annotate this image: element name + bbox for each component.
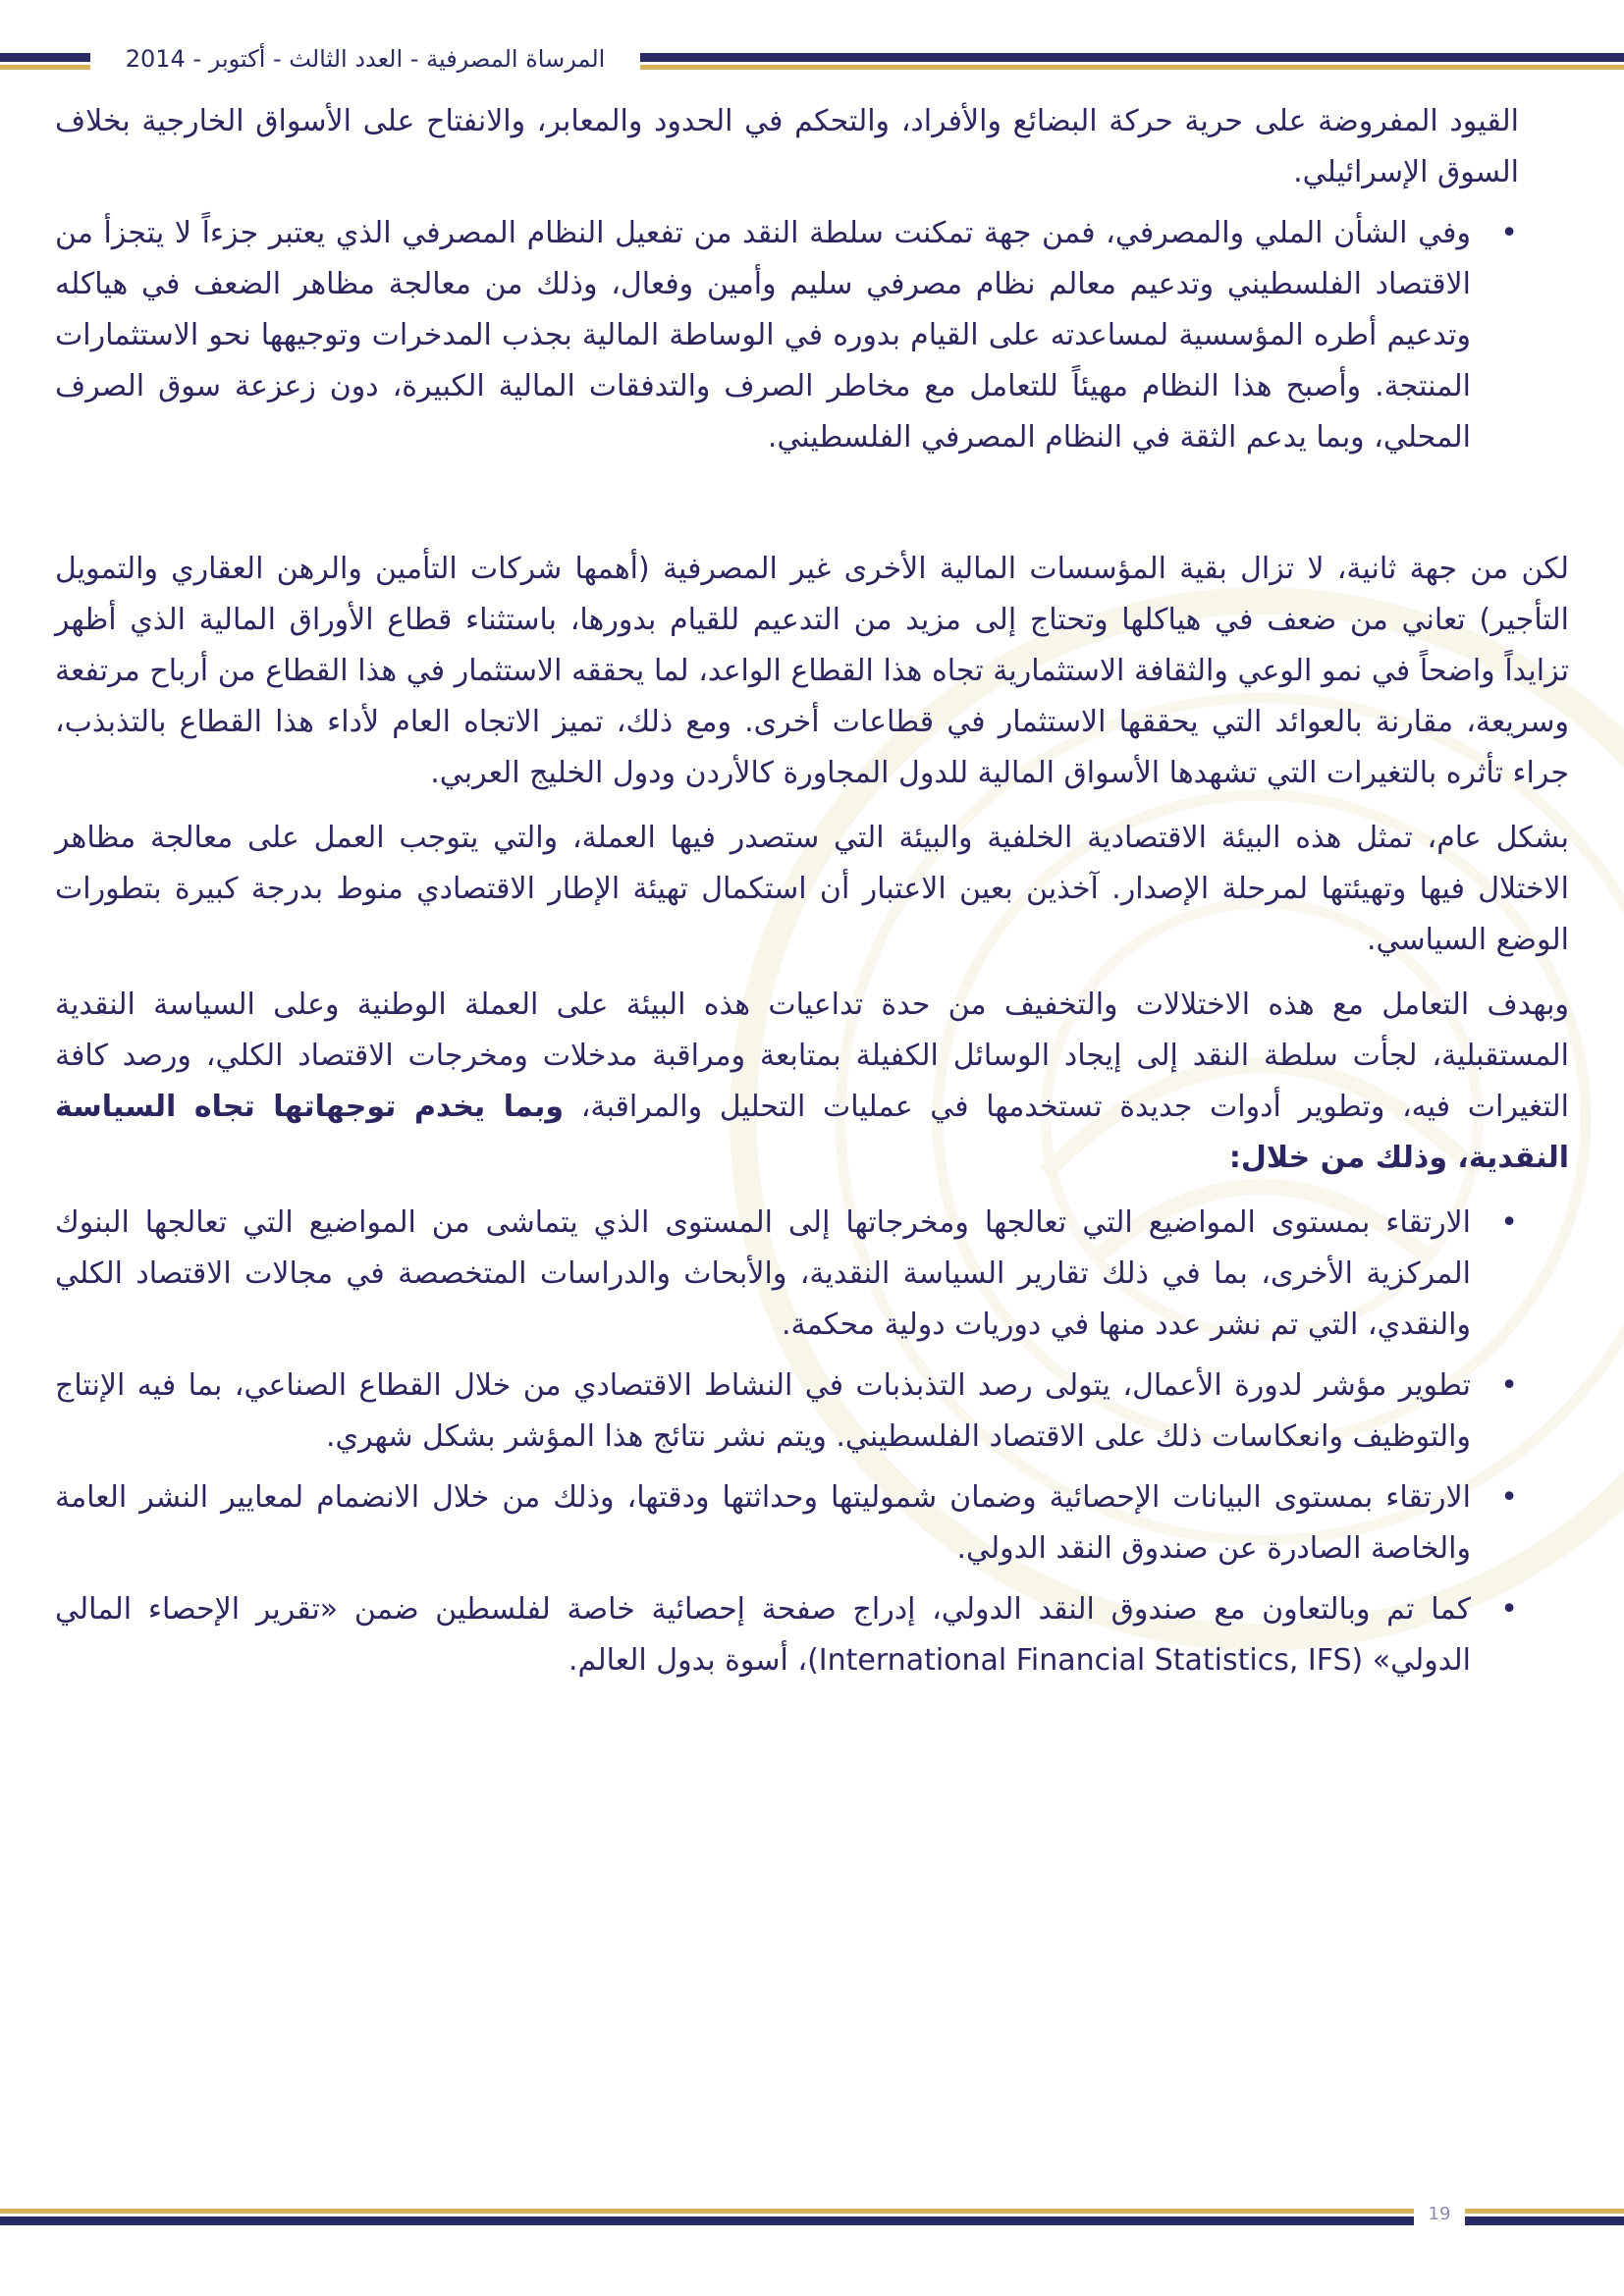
bullet-dot: •	[1500, 216, 1518, 250]
paragraph-nonbank-institutions: لكن من جهة ثانية، لا تزال بقية المؤسسات المالية الأخرى غير المصرفية (أهمها شركات التأمين والرهن العقاري والتمويل التأجير) تعاني من ضعف في هياكلها وتحتاج إلى مزيد من التدعيم للقيام بدورها، باستثناء قطاع الأوراق المالية الذي أظهر تزايداً واضحاً في نمو الوعي والثقافة الاستثمارية تجاه هذا القطاع الواعد، لما يحققه الاستثمار في هذا القطاع من أرباح مرتفعة وسريعة، مقارنة بالعوائد التي يحققها الاستثمار في قطاعات أخرى. ومع ذلك، تميز الاتجاه العام لأداء هذا القطاع بالتذبذب، جراء تأثره بالتغيرات التي تشهدها الأسواق المالية للدول المجاورة كالأردن ودول الخليج العربي.	[55, 552, 1569, 790]
paragraph-measures-bold: وبما يخدم توجهاتها تجاه السياسة النقدية، وذلك من خلال:	[55, 1090, 1569, 1175]
paragraph-measures-text: وبهدف التعامل مع هذه الاختلالات والتخفيف من حدة تداعيات هذه البيئة على العملة الوطنية وعلى السياسة النقدية المستقبلية، لجأت سلطة النقد إلى إيجاد الوسائل الكفيلة بمتابعة ومراقبة مدخلات ومخرجات الاقتصاد الكلي، ورصد كافة التغيرات فيه، وتطوير أدوات جديدة تستخدمها في عمليات التحليل والمراقبة،	[55, 988, 1569, 1124]
bullet-business-cycle-index	[55, 1361, 1518, 1463]
bullet-dot: •	[1500, 1592, 1518, 1627]
bullet-dot: •	[1500, 1480, 1518, 1515]
bullet-text: الارتقاء بمستوى البيانات الإحصائية وضمان شموليتها وحداثتها ودقتها، وذلك من خلال الانضمام لمعايير النشر العامة والخاصة الصادرة عن صندوق النقد الدولي.	[55, 1480, 1471, 1566]
bullet-text-part1: كما تم وبالتعاون مع صندوق النقد الدولي، إدراج صفحة إحصائية خاصة لفلسطين ضمن «تقرير الإحصاء المالي الدولي» (	[55, 1592, 1471, 1678]
bullet-research-level	[55, 1198, 1518, 1351]
footer-rule-gold	[0, 2209, 1624, 2214]
bullet-dot: •	[1500, 1205, 1518, 1240]
bullet-statistics-standards	[55, 1472, 1518, 1575]
running-title: المرساة المصرفية - العدد الثالث - أكتوبر - 2014	[90, 41, 640, 77]
paragraph-continuation: القيود المفروضة على حرية حركة البضائع والأفراد، والتحكم في الحدود والمعابر، والانفتاح على الأسواق الخارجية بخلاف السوق الإسرائيلي.	[55, 104, 1519, 189]
footer-rule-navy	[0, 2216, 1624, 2225]
bullet-text: الارتقاء بمستوى المواضيع التي تعالجها ومخرجاتها إلى المستوى الذي يتماشى من المواضيع التي تعالجها البنوك المركزية الأخرى، بما في ذلك تقارير السياسة النقدية، والأبحاث والدراسات المتخصصة في مجالات الاقتصاد الكلي والنقدي، التي تم نشر عدد منها في دوريات دولية محكمة.	[55, 1205, 1471, 1342]
bullet-text: وفي الشأن الملي والمصرفي، فمن جهة تمكنت سلطة النقد من تفعيل النظام المصرفي الذي يعتبر جزءاً لا يتجزأ من الاقتصاد الفلسطيني وتدعيم معالم نظام مصرفي سليم وأمين وفعال، وذلك من معالجة مظاهر الضعف في هياكله وتدعيم أطره المؤسسية لمساعدته على القيام بدوره في الوساطة المالية بجذب المدخرات وتوجيهها نحو الاستثمارات المنتجة. وأصبح هذا النظام مهيئاً للتعامل مع مخاطر الصرف والتدفقات المالية الكبيرة، دون زعزعة سوق الصرف المحلي، وبما يدعم الثقة في النظام المصرفي الفلسطيني.	[55, 216, 1471, 454]
paragraph-measures	[55, 980, 1569, 1184]
bullet-text: تطوير مؤشر لدورة الأعمال، يتولى رصد التذبذبات في النشاط الاقتصادي من خلال القطاع الصناعي، بما فيه الإنتاج والتوظيف وانعكاسات ذلك على الاقتصاد الفلسطيني. ويتم نشر نتائج هذا المؤشر بشكل شهري.	[55, 1368, 1471, 1454]
bullet-text-part2: )، أسوة بدول العالم.	[568, 1643, 819, 1678]
page-number: 19	[1414, 2200, 1465, 2229]
article-body	[55, 96, 1569, 1686]
bullet-banking-sector	[55, 208, 1518, 463]
paragraph-general-environment: بشكل عام، تمثل هذه البيئة الاقتصادية الخلفية والبيئة التي ستصدر فيها العملة، والتي يتوجب العمل على معالجة مظاهر الاختلال فيها وتهيئتها لمرحلة الإصدار. آخذين بعين الاعتبار أن استكمال تهيئة الإطار الاقتصادي منوط بدرجة كبيرة بتطورات الوضع السياسي.	[55, 821, 1569, 957]
bullet-text-english: International Financial Statistics, IFS	[818, 1643, 1352, 1678]
bullet-ifs-page	[55, 1584, 1518, 1686]
bullet-dot: •	[1500, 1368, 1518, 1403]
